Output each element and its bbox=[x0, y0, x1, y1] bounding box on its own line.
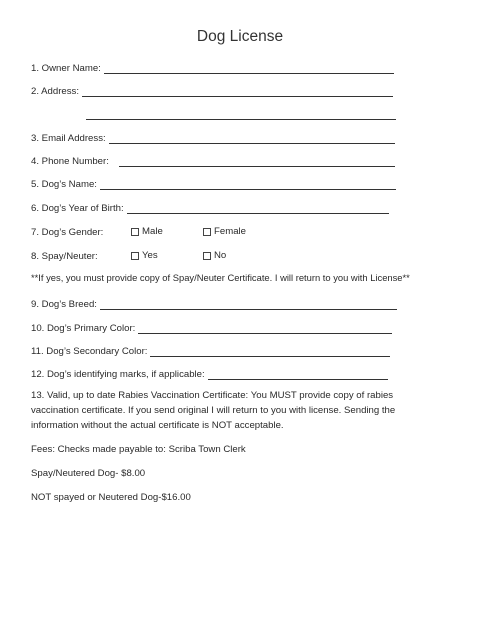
owner-name-row bbox=[31, 60, 394, 74]
phone-row bbox=[31, 153, 395, 167]
fees-note: Fees: Checks made payable to: Scriba Town Clerk bbox=[31, 444, 246, 455]
spay-yes-option[interactable] bbox=[131, 250, 158, 261]
female-label: Female bbox=[214, 226, 246, 237]
dog-name-row bbox=[31, 176, 396, 190]
address-field-line-1[interactable] bbox=[82, 86, 393, 97]
no-label: No bbox=[214, 250, 227, 261]
email-row bbox=[31, 130, 395, 144]
breed-label: 9. Dog’s Breed: bbox=[31, 299, 97, 310]
address-row bbox=[31, 83, 393, 97]
dog-name-field[interactable] bbox=[100, 179, 396, 190]
breed-row bbox=[31, 296, 397, 310]
secondary-color-field[interactable] bbox=[150, 346, 390, 357]
identifying-marks-row bbox=[31, 366, 388, 380]
dog-birth-year-field[interactable] bbox=[127, 203, 389, 214]
owner-name-label: 1. Owner Name: bbox=[31, 63, 101, 74]
female-checkbox[interactable] bbox=[203, 228, 211, 236]
spay-no-option[interactable] bbox=[203, 250, 226, 261]
dog-birth-year-row bbox=[31, 200, 389, 214]
yes-checkbox[interactable] bbox=[131, 252, 139, 260]
yes-label: Yes bbox=[142, 250, 158, 261]
primary-color-field[interactable] bbox=[138, 323, 392, 334]
page-title: Dog License bbox=[196, 28, 284, 45]
spay-neuter-row bbox=[31, 248, 98, 262]
spay-neuter-label: 8. Spay/Neuter: bbox=[31, 251, 98, 262]
male-label: Male bbox=[142, 226, 163, 237]
secondary-color-row bbox=[31, 343, 390, 357]
secondary-color-label: 11. Dog’s Secondary Color: bbox=[31, 346, 148, 357]
spay-certificate-note: **If yes, you must provide copy of Spay/Neuter Certificate. I will return to you with License** bbox=[31, 272, 410, 283]
gender-label: 7. Dog’s Gender: bbox=[31, 227, 104, 238]
email-field[interactable] bbox=[109, 133, 395, 144]
address-label: 2. Address: bbox=[31, 86, 79, 97]
gender-female-option[interactable] bbox=[203, 226, 246, 237]
identifying-marks-label: 12. Dog’s identifying marks, if applicable: bbox=[31, 369, 205, 380]
identifying-marks-field[interactable] bbox=[208, 369, 388, 380]
primary-color-label: 10. Dog’s Primary Color: bbox=[31, 323, 136, 334]
address-field-line-2[interactable] bbox=[86, 118, 396, 120]
primary-color-row bbox=[31, 320, 392, 334]
rabies-requirement: 13. Valid, up to date Rabies Vaccination Certificate: You MUST provide copy of rabies vaccination certificate. If you send original I will return to you with license. Sending the information without the actual certificate is NOT acceptable. bbox=[31, 390, 396, 431]
owner-name-field[interactable] bbox=[104, 63, 394, 74]
breed-field[interactable] bbox=[100, 299, 397, 310]
dog-name-label: 5. Dog’s Name: bbox=[31, 179, 97, 190]
spayed-fee: Spay/Neutered Dog- $8.00 bbox=[31, 468, 146, 479]
phone-label: 4. Phone Number: bbox=[31, 156, 109, 167]
phone-field[interactable] bbox=[119, 156, 395, 167]
gender-male-option[interactable] bbox=[131, 226, 163, 237]
dog-birth-year-label: 6. Dog’s Year of Birth: bbox=[31, 203, 124, 214]
email-label: 3. Email Address: bbox=[31, 133, 106, 144]
gender-row bbox=[31, 224, 103, 238]
no-checkbox[interactable] bbox=[203, 252, 211, 260]
male-checkbox[interactable] bbox=[131, 228, 139, 236]
unspayed-fee: NOT spayed or Neutered Dog-$16.00 bbox=[31, 492, 191, 503]
